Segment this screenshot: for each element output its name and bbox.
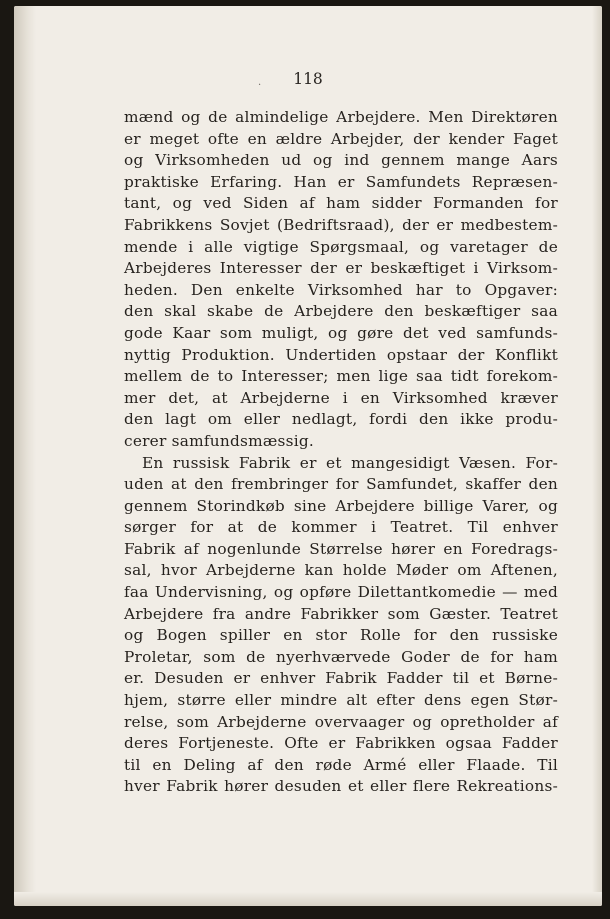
text-line: heden. Den enkelte Virksomhed har to Opgaver: xyxy=(124,280,558,299)
text-line: Arbejdere fra andre Fabrikker som Gæster. Teatret xyxy=(124,604,558,623)
page-mark: . xyxy=(258,77,262,88)
text-line: mænd og de almindelige Arbejdere. Men Direktøren xyxy=(124,108,558,126)
text-line: til en Deling af den røde Armé eller Flaade. Til xyxy=(124,755,558,774)
text-line: mer det, at Arbejderne i en Virksomhed kræver xyxy=(124,388,558,407)
page-edge-shadow xyxy=(592,6,602,906)
text-line: deres Fortjeneste. Ofte er Fabrikken ogsaa Fadder xyxy=(124,734,558,753)
page-number: 118 xyxy=(293,70,323,88)
text-line: uden at den frembringer for Samfundet, skaffer den xyxy=(124,475,558,494)
text-line: den lagt om eller nedlagt, fordi den ikke produ- xyxy=(124,410,558,429)
page-bottom-shadow xyxy=(14,892,602,906)
text-line: hjem, større eller mindre alt efter dens egen Stør- xyxy=(124,691,558,710)
text-line: praktiske Erfaring. Han er Samfundets Repræsen- xyxy=(124,172,558,191)
book-page xyxy=(14,6,602,906)
text-line: Fabrik af nogenlunde Størrelse hører en Foredrags- xyxy=(124,539,558,558)
text-line: mellem de to Interesser; men lige saa tidt forekom- xyxy=(124,367,558,386)
text-line: sørger for at de kommer i Teatret. Til enhver xyxy=(124,518,558,537)
text-line: sal, hvor Arbejderne kan holde Møder om Aftenen, xyxy=(124,561,558,580)
page-gutter-shadow xyxy=(14,6,36,906)
text-line: En russisk Fabrik er et mangesidigt Væsen. For- xyxy=(142,453,558,472)
text-line: cerer samfundsmæssig. xyxy=(124,431,315,450)
body-text xyxy=(124,107,558,798)
text-line: Fabrikkens Sovjet (Bedriftsraad), der er medbestem- xyxy=(124,215,558,234)
text-line: hver Fabrik hører desuden et eller flere Rekreations- xyxy=(124,777,558,796)
text-line: faa Undervisning, og opføre Dilettantkomedie — med xyxy=(124,583,558,602)
text-line: Proletar, som de nyerhværvede Goder de for ham xyxy=(124,647,558,666)
text-line: nyttig Produktion. Undertiden opstaar der Konflikt xyxy=(124,345,558,364)
text-line: relse, som Arbejderne overvaager og opretholder af xyxy=(124,712,558,731)
text-line: den skal skabe de Arbejdere den beskæftiger saa xyxy=(124,302,558,321)
text-line: gennem Storindkøb sine Arbejdere billige Varer, og xyxy=(124,496,558,515)
text-line: og Bogen spiller en stor Rolle for den russiske xyxy=(124,626,558,645)
text-line: mende i alle vigtige Spørgsmaal, og varetager de xyxy=(124,237,558,256)
text-line: gode Kaar som muligt, og gøre det ved samfunds- xyxy=(124,323,558,342)
text-line: tant, og ved Siden af ham sidder Formanden for xyxy=(124,194,558,213)
text-line: og Virksomheden ud og ind gennem mange Aars xyxy=(124,151,558,170)
text-line: er meget ofte en ældre Arbejder, der kender Faget xyxy=(124,129,558,148)
text-line: er. Desuden er enhver Fabrik Fadder til et Børne- xyxy=(124,669,558,688)
text-line: Arbejderes Interesser der er beskæftiget i Virksom- xyxy=(124,259,558,278)
